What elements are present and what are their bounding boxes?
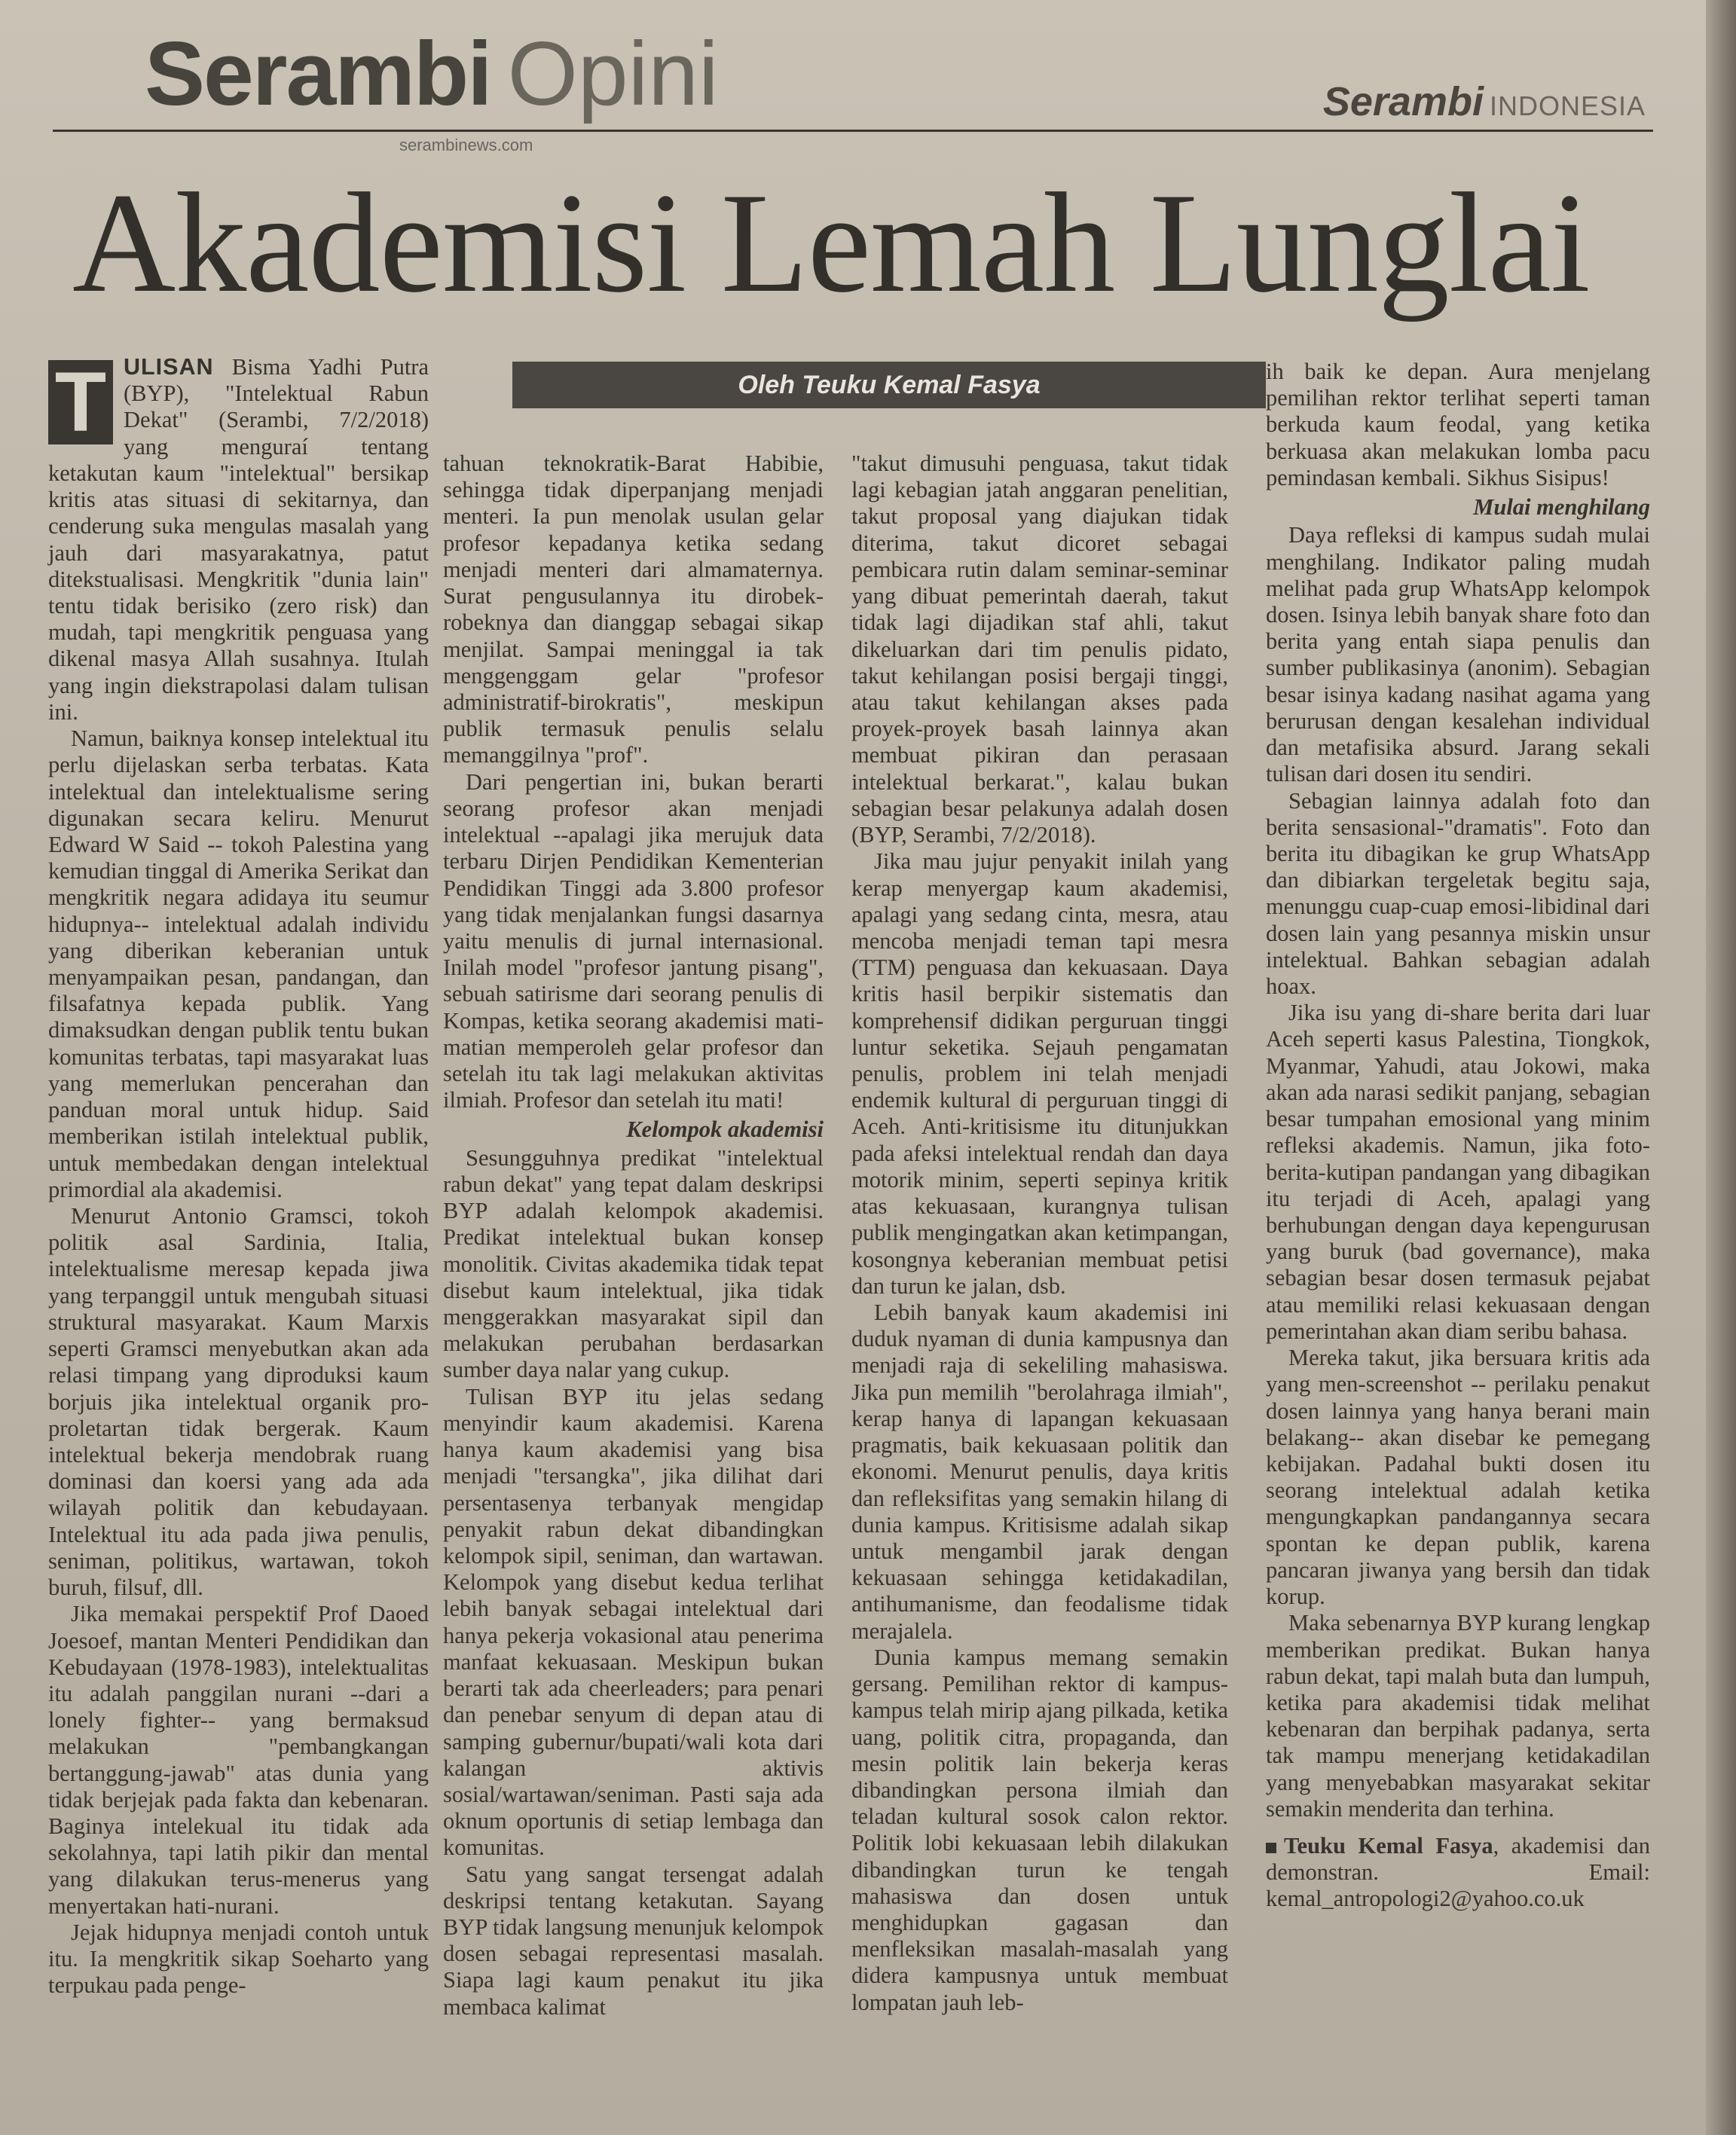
paper-name xyxy=(1323,81,1646,122)
section-brand xyxy=(145,23,719,124)
paragraph: Jika isu yang di-share berita dari luar Aceh seperti kasus Palestina, Tiongkok, Myanmar, Yahudi, atau Jokowi, maka akan ada narasi sedikit panjang, sebagian besar tumpahan emosional yang minim refleksi akademis. Namun, jika foto-berita-kutipan pandangan yang dibagikan itu terjadi di Aceh, apalagi yang berhubungan dengan daya kepengurusan yang buruk (bad governance), maka sebagian besar dosen termasuk pejabat atau memiliki relasi kekuasaan dengan pemerintahan akan diam seribu bahasa. xyxy=(1266,1000,1650,1344)
paragraph: tahuan teknokratik-Barat Habibie, sehingga tidak diperpanjang menjadi menteri. Ia pun menolak usulan gelar profesor kepadanya ketika sedang menjadi menteri dari almamaternya. Surat pengusulannya itu dirobek-robeknya dan dianggap sebagai sikap menjilat. Sampai meninggal ia tak menggenggam gelar "profesor administratif-birokratis", meskipun publik termasuk penulis selalu memanggilnya "prof". xyxy=(443,451,824,768)
paragraph-text: Bisma Yadhi Putra (BYP), "Intelektual Rabun Dekat" (Serambi, 7/2/2018) yang menguraí tentang ketakutan kaum "intelektual" bersikap kritis atas situasi di sekitarnya, dan cenderung suka mengulas masalah yang jauh dari masyarakatnya, patut ditekstualisasi. Mengkritik "dunia lain" tentu tidak berisiko (zero risk) dan mudah, tapi mengkritik penguasa yang dikenal masya Allah susahnya. Itulah yang ingin diekstrapolasi dalam tulisan ini. xyxy=(48,354,429,725)
paragraph: Tulisan BYP itu jelas sedang menyindir kaum akademisi. Karena hanya kaum akademisi yang bisa menjadi "tersangka", jika dilihat dari persentasenya terbanyak mengidap penyakit rabun dekat dibandingkan kelompok sipil, seniman, dan wartawan. Kelompok yang disebut kedua terlihat lebih banyak sebagai intelektual dari hanya pekerja vokasional atau penerima manfaat kekuasaan. Meskipun bukan berarti tak ada cheerleaders; para penari dan penebar senyum di depan atau di samping gubernur/bupati/wali kota dari kalangan aktivis sosial/wartawan/seniman. Pasti saja ada oknum oportunis di setiap lembaga dan komunitas. xyxy=(443,1383,824,1861)
paragraph: Dari pengertian ini, bukan berarti seorang profesor akan menjadi intelektual --apalagi jika merujuk data terbaru Dirjen Pendidikan Kementerian Pendidikan Tinggi ada 3.800 profesor yang tidak menjalankan fungsi dasarnya yaitu menulis di jurnal internasional. Inilah model "profesor jantung pisang", sebuah satirisme dari seorang penulis di Kompas, ketika seorang akademisi mati-matian memperoleh gelar profesor dan setelah itu tak lagi melakukan aktivitas ilmiah. Profesor dan setelah itu mati! xyxy=(443,768,824,1113)
author-description: , akademisi dan demonstran. Email: kemal_antropologi2@yahoo.co.uk xyxy=(1266,1833,1650,1912)
paragraph: Namun, baiknya konsep intelektual itu perlu dijelaskan serba terbatas. Kata intelektual dan intelektualisme sering digunakan secara keliru. Menurut Edward W Said -- tokoh Palestina yang kemudian tinggal di Amerika Serikat dan mengkritik negara adidaya itu seumur hidupnya-- intelektual adalah individu yang diberikan keberanian untuk menyampaikan pesan, pandangan, dan filsafatnya kepada publik. Yang dimaksudkan dengan publik tentu bukan komunitas terbatas, tapi masyarakat luas yang memerlukan pencerahan dan panduan moral untuk hidup. Said memberikan istilah intelektual publik, untuk membedakan dengan intelektual primordial ala akademisi. xyxy=(48,725,429,1202)
paragraph: Jika mau jujur penyakit inilah yang kerap menyergap kaum akademisi, apalagi yang sedang cinta, mesra, atau mencoba menjadi teman tapi mesra (TTM) penguasa dan kekuasaan. Daya kritis hasil berpikir sistematis dan komprehensif didikan perguruan tinggi luntur seketika. Sejauh pengamatan penulis, problem ini telah menjadi endemik kultural di perguruan tinggi di Aceh. Anti-kritisisme itu ditunjukkan pada afeksi intelektual rendah dan daya motorik minim, seperti sepinya kritik atas kekuasaan, kurangnya tulisan publik mengingatkan akan ketimpangan, kosongnya keberanian membuat petisi dan turun ke jalan, dsb. xyxy=(851,848,1228,1299)
paragraph: Mereka takut, jika bersuara kritis ada yang men-screenshot -- perilaku penakut dosen lainnya yang hanya berani main belakang-- akan disebar ke pemegang kebijakan. Padahal bukti dosen itu seorang intelektual adalah ketika mengungkapkan pandangannya secara spontan ke depan publik, karena pancaran jiwanya yang bersih dan tidak korup. xyxy=(1266,1345,1650,1610)
paragraph: Sesungguhnya predikat "intelektual rabun dekat" yang tepat dalam deskripsi BYP adalah kelompok akademisi. Predikat intelektual bukan konsep monolitik. Civitas akademika tidak tepat disebut kaum intelektual, jika tidak menggerakkan masyarakat sipil dan melakukan perubahan berdasarkan sumber daya nalar yang cukup. xyxy=(443,1144,824,1383)
paragraph: Jejak hidupnya menjadi contoh untuk itu. Ia mengkritik sikap Soeharto yang terpukau pada penge- xyxy=(48,1919,429,1999)
paragraph: Maka sebenarnya BYP kurang lengkap memberikan predikat. Bukan hanya rabun dekat, tapi malah buta dan lumpuh, ketika para akademisi tidak melihat kebenaran dan berpihak padanya, serta tak mampu menerjang ketidakadilan yang menyebabkan masyarakat sekitar semakin menderita dan terhina. xyxy=(1266,1610,1650,1822)
bullet-square-icon xyxy=(1266,1843,1276,1853)
paper-name-light: INDONESIA xyxy=(1489,90,1646,121)
author-note xyxy=(1266,1833,1650,1913)
drop-cap: T xyxy=(48,360,113,444)
paragraph: Satu yang sangat tersengat adalah deskripsi tentang ketakutan. Sayang BYP tidak langsung menunjuk kelompok dosen sebagai representasi masalah. Siapa lagi kaum penakut itu jika membaca kalimat xyxy=(443,1861,824,2020)
article-title: Akademisi Lemah Lunglai xyxy=(72,164,1590,322)
paragraph: Menurut Antonio Gramsci, tokoh politik asal Sardinia, Italia, intelektualisme meresap kepada jiwa yang terpanggil untuk mengubah situasi struktural masyarakat. Kaum Marxis seperti Gramsci menyebutkan akan ada relasi timpang yang diproduksi kaum borjuis jika intelektual organik pro-proletartan tidak bergerak. Kaum intelektual bekerja mendobrak ruang dominasi dan koersi yang ada ada wilayah politik dan kebudayaan. Intelektual itu ada pada jiwa penulis, seniman, politikus, wartawan, tokoh buruh, filsuf, dll. xyxy=(48,1203,429,1601)
column-1 xyxy=(48,354,429,1999)
paragraph: ih baik ke depan. Aura menjelang pemilihan rektor terlihat seperti taman berkuda kaum feodal, yang ketika berkuasa akan melakukan lomba pacu pemindasan kembali. Sikhus Sisipus! xyxy=(1266,359,1650,490)
subheading: Mulai menghilang xyxy=(1473,494,1650,521)
column-3 xyxy=(851,451,1228,2016)
paragraph xyxy=(48,354,429,725)
brand-bold: Serambi xyxy=(145,23,491,124)
paragraph: Daya refleksi di kampus sudah mulai menghilang. Indikator paling mudah melihat pada grup WhatsApp kelompok dosen. Isinya lebih banyak share foto dan berita yang entah siapa penulis dan sumber publikasinya (anonim). Sebagian besar isinya kadang nasihat agama yang berurusan dengan kesalehan individual dan metafisika absurd. Jarang sekali tulisan dari dosen itu sendiri. xyxy=(1266,522,1650,787)
lead-word: ULISAN xyxy=(124,354,214,380)
paper-name-bold: Serambi xyxy=(1322,79,1484,124)
page-edge xyxy=(1706,0,1736,2135)
byline: Oleh Teuku Kemal Fasya xyxy=(512,362,1266,408)
author-name: Teuku Kemal Fasya xyxy=(1284,1833,1493,1859)
paragraph: Sebagian lainnya adalah foto dan berita sensasional-"dramatis". Foto dan berita itu dibagikan ke grup WhatsApp dan dibiarkan tergeletak begitu saja, menunggu cuap-cuap emosi-libidinal dari dosen lain yang pesannya miskin unsur intelektual. Bahkan sebagian adalah hoax. xyxy=(1266,787,1650,1000)
brand-light: Opini xyxy=(507,23,719,124)
subheading: Kelompok akademisi xyxy=(626,1116,824,1143)
site-url: serambinews.com xyxy=(399,136,533,154)
header-divider xyxy=(53,130,1653,132)
paragraph: Jika memakai perspektif Prof Daoed Joesoef, mantan Menteri Pendidikan dan Kebudayaan (1978-1983), intelektualitas itu adalah panggilan nurani --dari a lonely fighter-- yang bermaksud melakukan "pembangkangan bertanggung-jawab" atas dunia yang tidak berjejak pada fakta dan kebenaran. Baginya intelekual itu tidak ada sekolahnya, tapi latih pikir dan mental yang dilakukan terus-menerus yang menyertakan hati-nurani. xyxy=(48,1601,429,1919)
paragraph: Lebih banyak kaum akademisi ini duduk nyaman di dunia kampusnya dan menjadi raja di sekeliling mahasiswa. Jika pun memilih "berolahraga ilmiah", kerap hanya di lapangan kekuasaan pragmatis, baik kekuasaan politik dan ekonomi. Menurut penulis, daya kritis dan refleksifitas yang semakin hilang di dunia kampus. Kritisisme adalah sikap untuk mengambil jarak dengan kekuasaan sehingga ketidakadilan, antihumanisme, dan feodalisme tidak merajalela. xyxy=(851,1300,1228,1644)
column-4 xyxy=(1266,359,1650,1913)
column-2 xyxy=(443,451,824,2020)
paragraph: "takut dimusuhi penguasa, takut tidak lagi kebagian jatah anggaran penelitian, takut proposal yang diajukan tidak diterima, takut dicoret sebagai pembicara rutin dalam seminar-seminar yang dibuat pemerintah daerah, takut tidak lagi dijadikan staf ahli, takut dikeluarkan dari tim penulis pidato, takut kehilangan posisi bergaji tinggi, atau takut kehilangan akses pada proyek-proyek basah lainnya akan membuat pikiran dan perasaan intelektual berkarat.", kalau bukan sebagian besar pelakunya adalah dosen (BYP, Serambi, 7/2/2018). xyxy=(851,451,1228,848)
paragraph: Dunia kampus memang semakin gersang. Pemilihan rektor di kampus-kampus telah mirip ajang pilkada, ketika uang, politik citra, propaganda, dan mesin politik lain bekerja keras dibandingkan persona ilmiah dan teladan kultural sosok calon rektor. Politik lobi kekuasaan lebih dilakukan dibandingkan turun ke tengah mahasiswa dan dosen untuk menghidupkan gagasan dan menfleksikan masalah-masalah yang didera kampusnya untuk membuat lompatan jauh leb- xyxy=(851,1644,1228,2015)
